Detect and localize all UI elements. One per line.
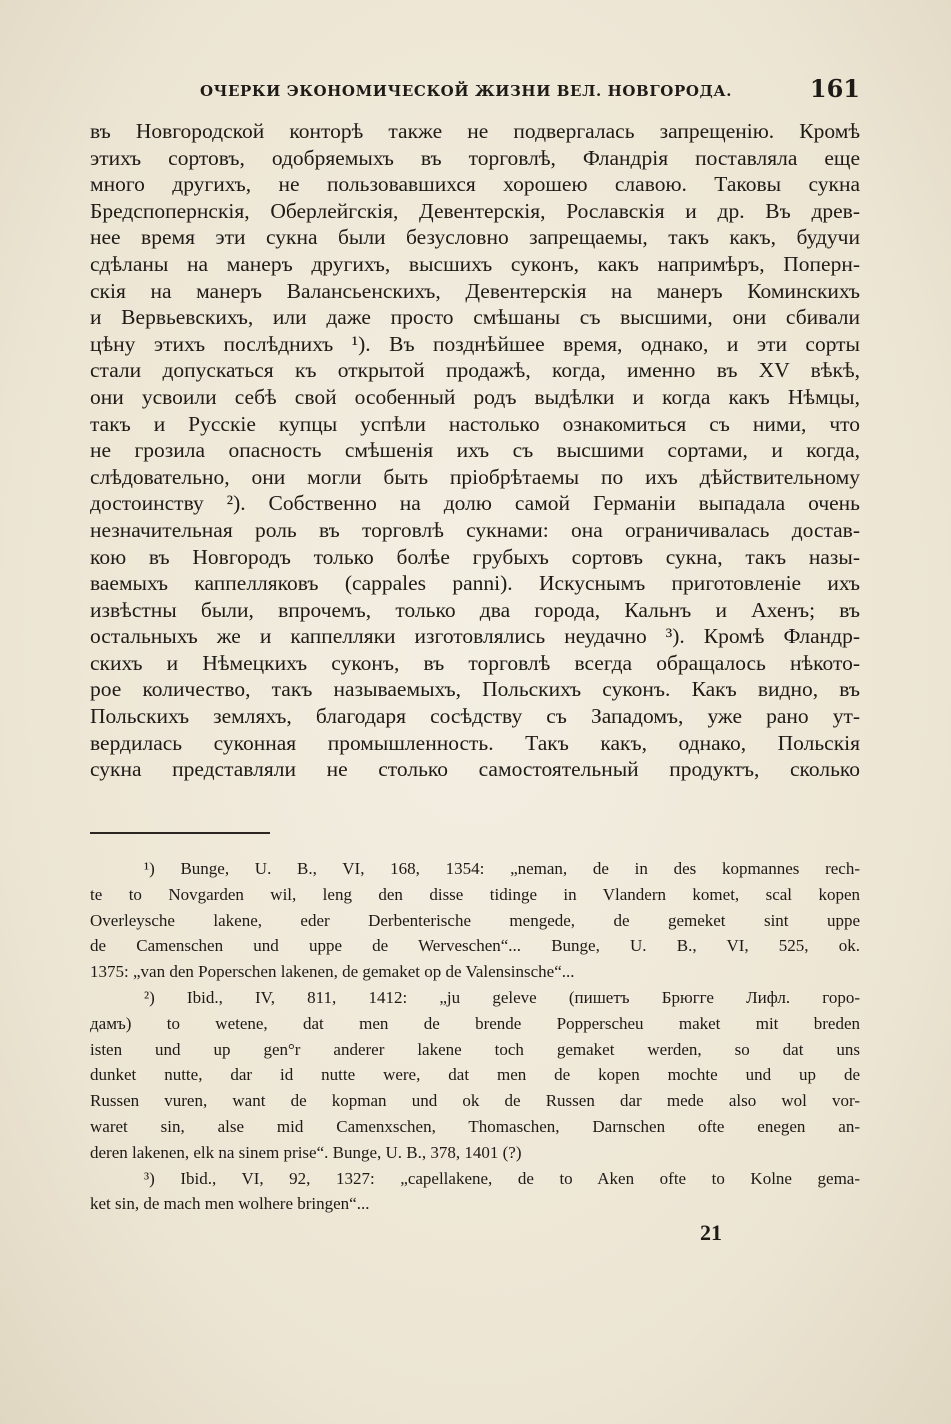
body-line: рое количество, такъ называемыхъ, Польскихъ суконъ. Какъ видно, въ: [90, 677, 860, 702]
signature-mark: 21: [700, 1220, 722, 1245]
running-head: ОЧЕРКИ ЭКОНОМИЧЕСКОЙ ЖИЗНИ ВЕЛ. НОВГОРОДА.: [200, 82, 733, 100]
footnote-line: Overleysche lakene, eder Derbenterische mengede, de gemeket sint uppe: [90, 910, 860, 930]
body-line: и Вервьевскихъ, или даже просто смѣшаны съ высшими, они сбивали: [90, 305, 860, 330]
body-line: вердилась суконная промышленность. Такъ какъ, однако, Польскія: [90, 730, 860, 755]
body-line: не грозила опасность смѣшенія ихъ съ высшими сортами, и когда,: [90, 438, 860, 463]
footnote-line: waret sin, alse mid Camenxschen, Thomaschen, Darnschen ofte enegen an-: [90, 1116, 860, 1136]
footnote-line: 1375: „van den Poperschen lakenen, de gemaket op de Valensinsche“...: [90, 962, 575, 982]
body-line: сдѣланы на манеръ другихъ, высшихъ суконъ, какъ напримѣръ, Поперн-: [90, 251, 860, 276]
footnote-line: dunket nutte, dar id nutte were, dat men de kopen mochte und up de: [90, 1065, 860, 1085]
body-line: стали допускаться къ открытой продажѣ, когда, именно въ XV вѣкѣ,: [90, 358, 860, 383]
page-number: 161: [809, 74, 860, 103]
footnote-line: ²) Ibid., IV, 811, 1412: „ju geleve (пишетъ Брюгге Лифл. горо-: [144, 987, 860, 1007]
footnote-line: isten und up gen°r anderer lakene toch gemaket werden, so dat uns: [90, 1039, 860, 1059]
body-line: Польскихъ земляхъ, благодаря сосѣдству съ Западомъ, уже рано ут-: [90, 704, 860, 729]
body-line: въ Новгородской конторѣ также не подвергалась запрещенію. Кромѣ: [90, 119, 860, 143]
body-line: ваемыхъ каппелляковъ (cappales panni). Искуснымъ приготовленіе ихъ: [90, 571, 860, 596]
page-header: [90, 74, 860, 106]
body-line: Бредспопернскія, Оберлейгскія, Девентерскія, Рославскія и др. Въ древ-: [90, 198, 860, 223]
body-line: такъ и Русскіе купцы успѣли настолько ознакомиться съ ними, что: [90, 411, 860, 436]
footnote-line: de Camenschen und uppe de Werveschen“... Bunge, U. B., VI, 525, ok.: [90, 936, 860, 956]
body-line: кою въ Новгородъ только болѣе грубыхъ сортовъ сукна, такъ назы-: [90, 544, 860, 569]
body-text: [90, 118, 860, 783]
body-line: достоинству ²). Собственно на долю самой Германіи выпадала очень: [90, 491, 860, 516]
body-line: этихъ сортовъ, одобряемыхъ въ торговлѣ, Фландрія поставляла еще: [90, 145, 860, 170]
footnote-line: deren lakenen, elk na sinem prise“. Bunge, U. B., 378, 1401 (?): [90, 1142, 522, 1162]
footnotes: [90, 856, 860, 1217]
body-line: нее время эти сукна были безусловно запрещаемы, такъ какъ, будучи: [90, 225, 860, 250]
body-line: слѣдовательно, они могли быть пріобрѣтаемы по ихъ дѣйствительному: [90, 464, 860, 489]
body-line: много другихъ, не пользовавшихся хорошею славою. Таковы сукна: [90, 172, 860, 197]
body-line: они усвоили себѣ свой особенный родъ выдѣлки и когда какъ Нѣмцы,: [90, 384, 860, 409]
footnote-line: ket sin, de mach men wolhere bringen“...: [90, 1194, 370, 1214]
footnote-line: ³) Ibid., VI, 92, 1327: „capellakene, de to Aken ofte to Kolne gema-: [144, 1168, 860, 1188]
footnote-separator: [90, 832, 270, 834]
body-line: остальныхъ же и каппелляки изготовлялись неудачно ³). Кромѣ Фландр-: [90, 624, 860, 649]
footnote-line: Russen vuren, want de kopman und ok de Russen dar mede also wol vor-: [90, 1091, 860, 1111]
body-line: цѣну этихъ послѣднихъ ¹). Въ позднѣйшее время, однако, и эти сорты: [90, 331, 860, 356]
footnote-line: дамъ) to wetene, dat men de brende Popperscheu maket mit breden: [90, 1013, 860, 1033]
body-line: скія на манеръ Валансьенскихъ, Девентерскія на манеръ Коминскихъ: [90, 278, 860, 303]
body-line: скихъ и Нѣмецкихъ суконъ, въ торговлѣ всегда обращалось нѣкото-: [90, 650, 860, 675]
footnote-line: ¹) Bunge, U. B., VI, 168, 1354: „neman, de in des kopmannes rech-: [144, 859, 860, 878]
body-line: незначительная роль въ торговлѣ сукнами: она ограничивалась достав-: [90, 517, 860, 542]
footnote-line: te to Novgarden wil, leng den disse tidinge in Vlandern komet, scal kopen: [90, 884, 860, 904]
body-line: извѣстны были, впрочемъ, только два города, Кальнъ и Ахенъ; въ: [90, 597, 860, 622]
body-line: сукна представляли не столько самостоятельный продуктъ, сколько: [90, 757, 860, 782]
